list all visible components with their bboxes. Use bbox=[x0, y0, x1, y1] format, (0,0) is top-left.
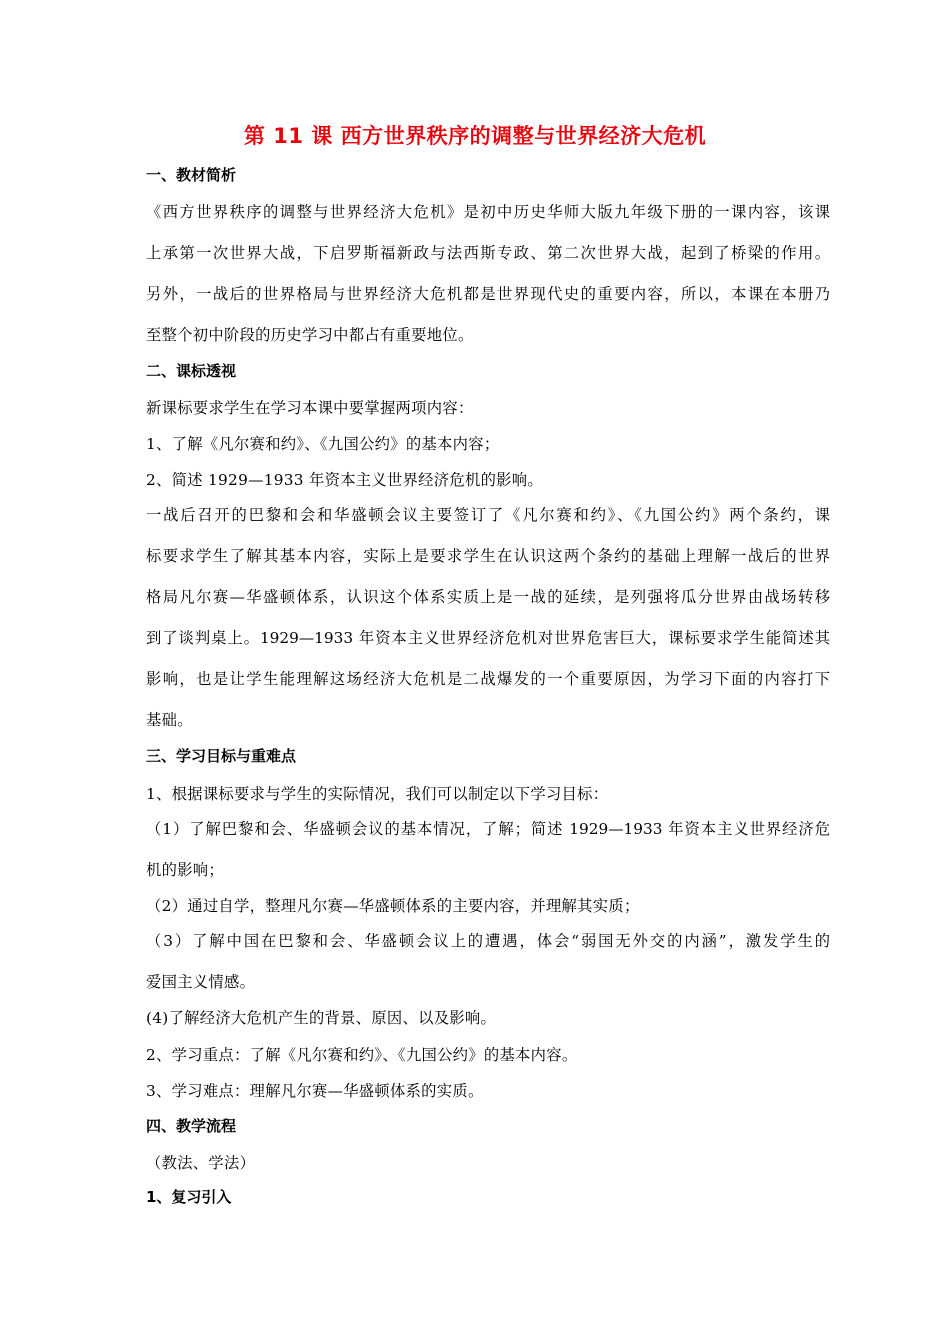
section-heading-teaching-process: 四、教学流程 bbox=[146, 1117, 237, 1135]
list-item: 3、学习难点：理解凡尔赛—华盛顿体系的实质。 bbox=[146, 1082, 484, 1100]
paragraph-line: 新课标要求学生在学习本课中要掌握两项内容： bbox=[146, 399, 474, 417]
paragraph-line: 爱国主义情感。 bbox=[146, 973, 256, 991]
subsection-heading: 1、复习引入 bbox=[146, 1188, 232, 1206]
section-heading-textbook-analysis: 一、教材简析 bbox=[146, 166, 237, 184]
list-item: 1、了解《凡尔赛和约》、《九国公约》的基本内容； bbox=[146, 435, 500, 453]
section-heading-objectives: 三、学习目标与重难点 bbox=[146, 747, 297, 765]
paragraph-line: 基础。 bbox=[146, 711, 193, 729]
paragraph-line: 另外，一战后的世界格局与世界经济大危机都是世界现代史的重要内容，所以，本课在本册乃 bbox=[146, 285, 830, 303]
list-item: （2）通过自学，整理凡尔赛—华盛顿体系的主要内容，并理解其实质； bbox=[146, 897, 640, 915]
paragraph-line: 影响，也是让学生能理解这场经济大危机是二战爆发的一个重要原因，为学习下面的内容打下 bbox=[146, 670, 830, 688]
list-item: 2、简述 1929—1933 年资本主义世界经济危机的影响。 bbox=[146, 471, 543, 489]
paragraph-line: 机的影响； bbox=[146, 861, 224, 879]
paragraph-line: 格局凡尔赛—华盛顿体系，认识这个体系实质上是一战的延续，是列强将瓜分世界由战场转移 bbox=[146, 588, 830, 606]
paragraph-line: 至整个初中阶段的历史学习中都占有重要地位。 bbox=[146, 326, 474, 344]
list-item: （3）了解中国在巴黎和会、华盛顿会议上的遭遇，体会“弱国无外交的内涵”，激发学生的 bbox=[146, 932, 830, 950]
paragraph-line: 上承第一次世界大战，下启罗斯福新政与法西斯专政、第二次世界大战，起到了桥梁的作用。 bbox=[146, 244, 830, 262]
list-item: 1、根据课标要求与学生的实际情况，我们可以制定以下学习目标： bbox=[146, 785, 609, 803]
paragraph-line: 一战后召开的巴黎和会和华盛顿会议主要签订了《凡尔赛和约》、《九国公约》两个条约，课 bbox=[146, 506, 830, 524]
paragraph-line: 《西方世界秩序的调整与世界经济大危机》是初中历史华师大版九年级下册的一课内容，该课 bbox=[146, 203, 830, 221]
paragraph-line: 标要求学生了解其基本内容，实际上是要求学生在认识这两个条约的基础上理解一战后的世界 bbox=[146, 547, 830, 565]
paragraph-line: （教法、学法） bbox=[146, 1154, 256, 1172]
list-item: （1）了解巴黎和会、华盛顿会议的基本情况，了解；简述 1929—1933 年资本主义世界经济危 bbox=[146, 820, 830, 838]
list-item: (4)了解经济大危机产生的背景、原因、以及影响。 bbox=[146, 1009, 497, 1027]
paragraph-line: 到了谈判桌上。1929—1933 年资本主义世界经济危机对世界危害巨大，课标要求学生能简述其 bbox=[146, 629, 830, 647]
list-item: 2、学习重点：了解《凡尔赛和约》、《九国公约》的基本内容。 bbox=[146, 1046, 578, 1064]
section-heading-curriculum: 二、课标透视 bbox=[146, 362, 237, 380]
document-title: 第 11 课 西方世界秩序的调整与世界经济大危机 bbox=[243, 124, 707, 148]
